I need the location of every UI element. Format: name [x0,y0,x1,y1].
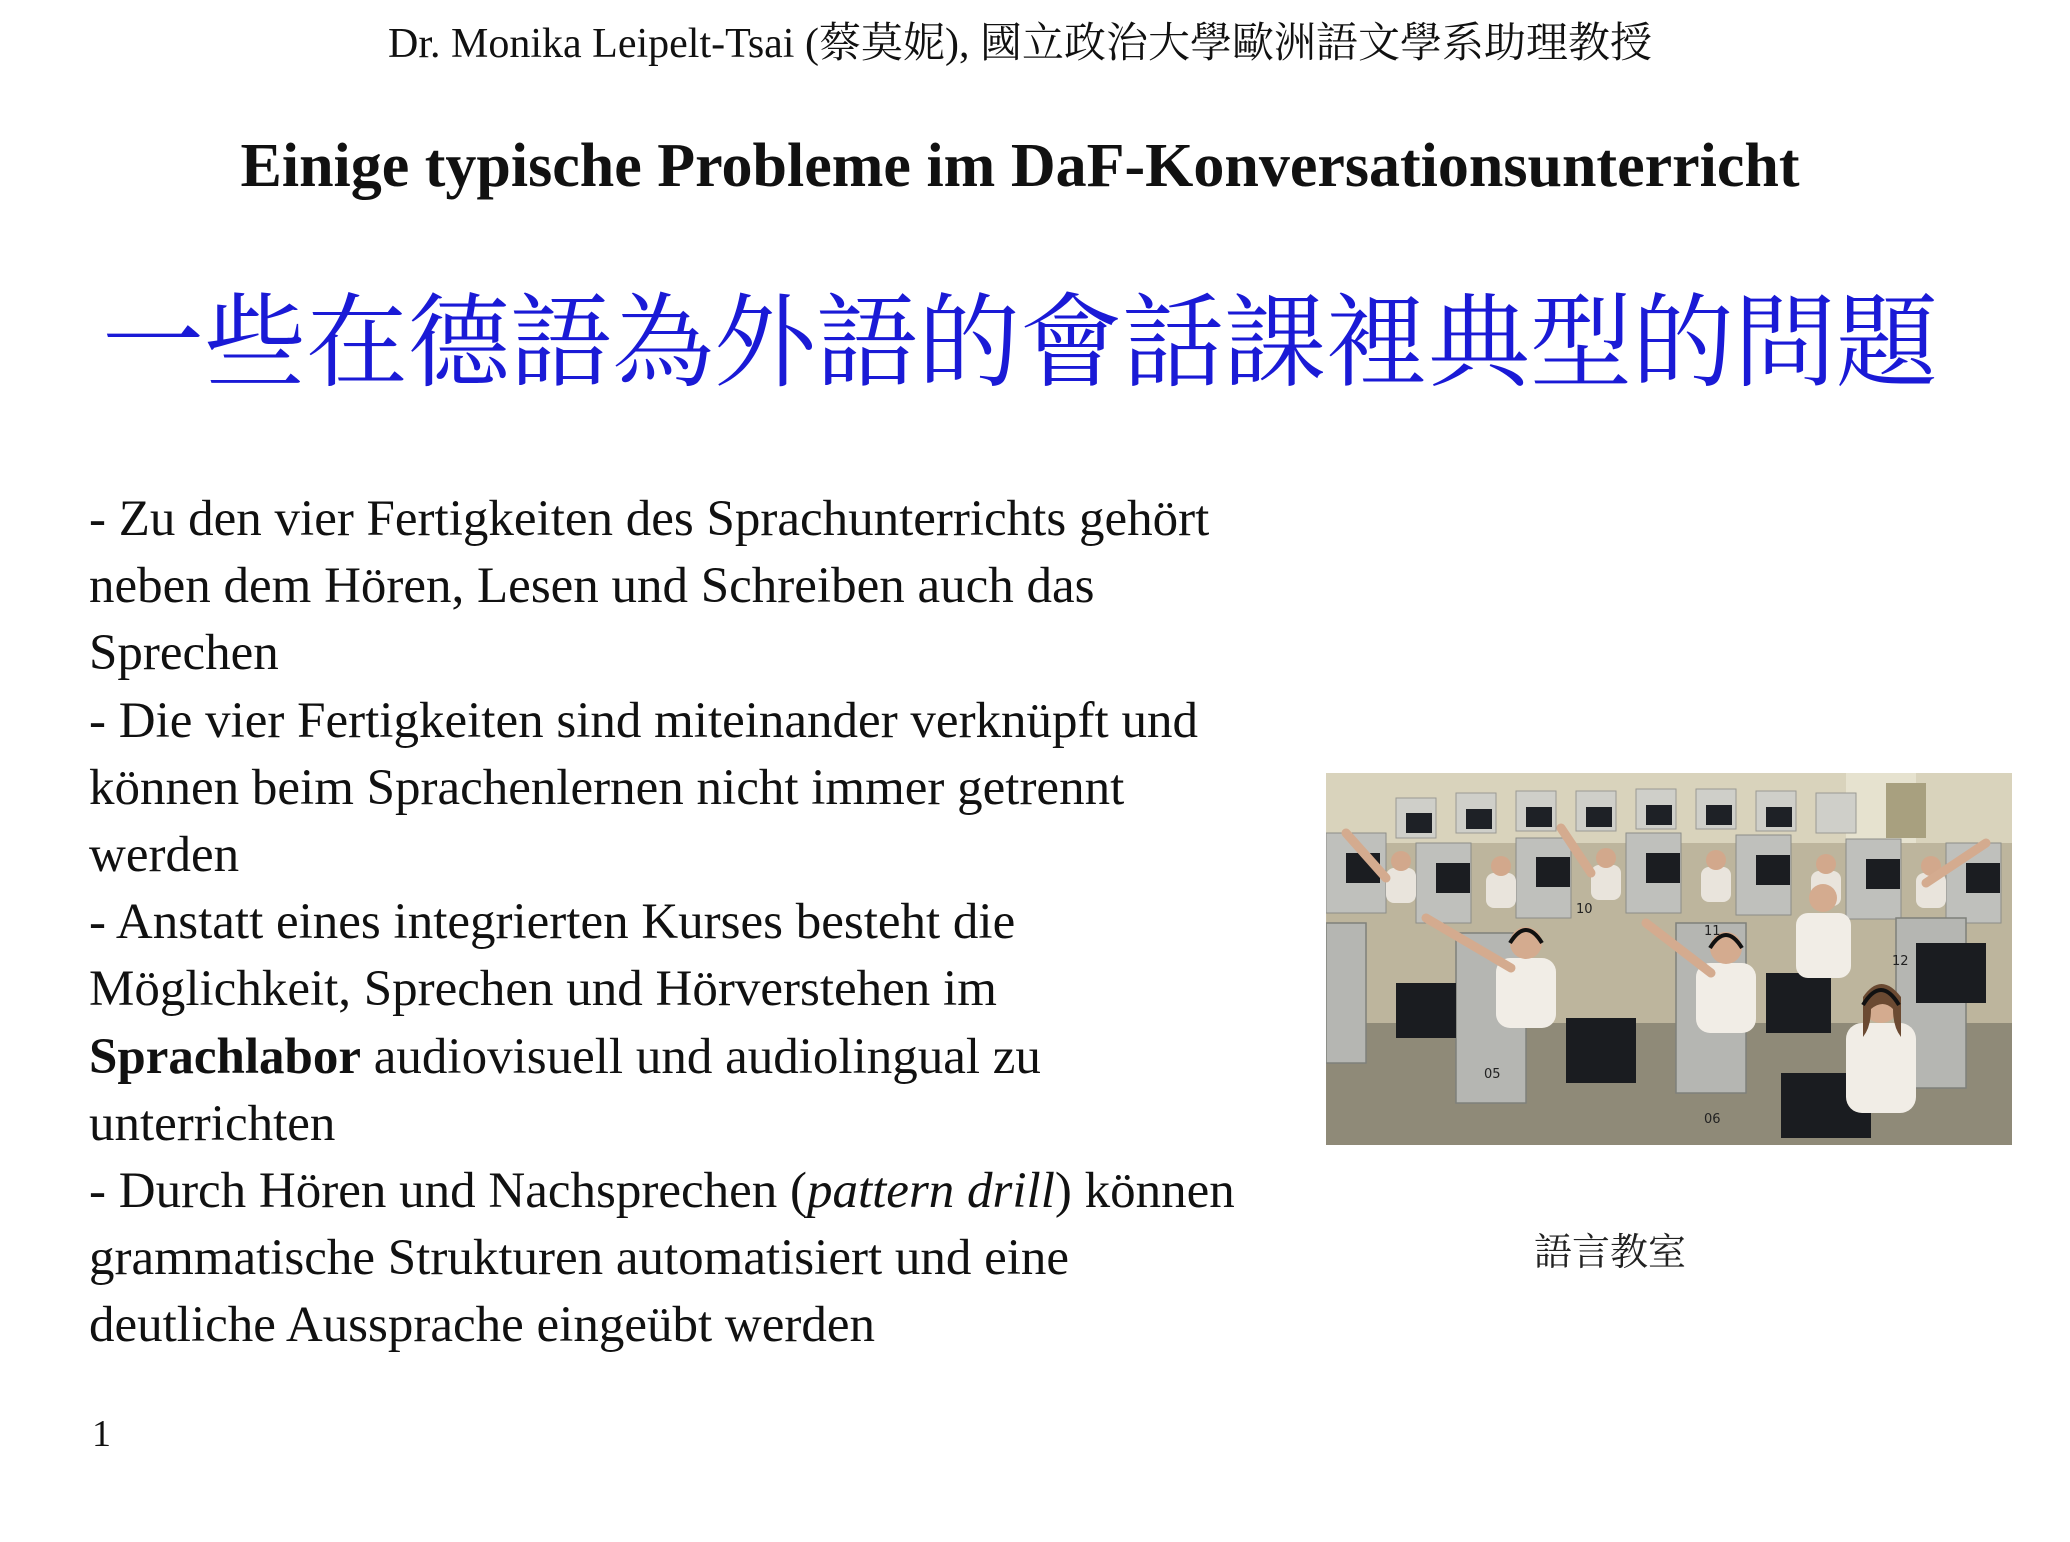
body-line: - Anstatt eines integrierten Kurses besteht die [89,894,1016,951]
keyword-pattern-drill: pattern drill [806,1163,1055,1220]
body-line-end: ) können [1054,1163,1235,1220]
body-line: werden [89,827,240,884]
body-line: grammatische Strukturen automatisiert und eine [89,1230,1070,1287]
body-line-rest: audiovisuell und audiolingual zu [361,1028,1041,1085]
body-line: neben dem Hören, Lesen und Schreiben auch das [89,558,1095,615]
body-line [89,1024,1359,1091]
body-line: Möglichkeit, Sprechen und Hörverstehen im [89,961,997,1018]
language-lab-photo [1326,773,2012,1145]
body-line [89,1158,1359,1225]
slide-title-german: Einige typische Probleme im DaF-Konversationsunterricht [240,132,1800,200]
image-caption: 語言教室 [1533,1230,1686,1274]
booth-label: 06 [1704,1112,1721,1127]
body-text [89,486,1359,1360]
body-line: unterrichten [89,1095,336,1152]
language-lab-illustration [1326,773,2012,1145]
booth-label: 12 [1892,954,1909,969]
page-number: 1 [92,1413,111,1455]
body-line-start: - Durch Hören und Nachsprechen ( [89,1163,807,1220]
author-header: Dr. Monika Leipelt-Tsai (蔡莫妮), 國立政治大學歐洲語文學系助理教授 [388,21,1652,67]
body-line: - Die vier Fertigkeiten sind miteinander verknüpft und [89,692,1198,749]
body-line: - Zu den vier Fertigkeiten des Sprachunterrichts gehört [89,491,1210,547]
booth-label: 11 [1704,924,1721,939]
keyword-sprachlabor: Sprachlabor [89,1028,362,1085]
slide-title-chinese: 一些在德語為外語的會話課裡典型的問題 [102,288,1938,401]
booth-label: 10 [1576,902,1593,917]
body-line: deutliche Aussprache eingeübt werden [89,1297,875,1354]
booth-label: 05 [1484,1067,1501,1082]
body-line: Sprechen [89,625,279,682]
body-line: können beim Sprachenlernen nicht immer getrennt [89,759,1125,816]
